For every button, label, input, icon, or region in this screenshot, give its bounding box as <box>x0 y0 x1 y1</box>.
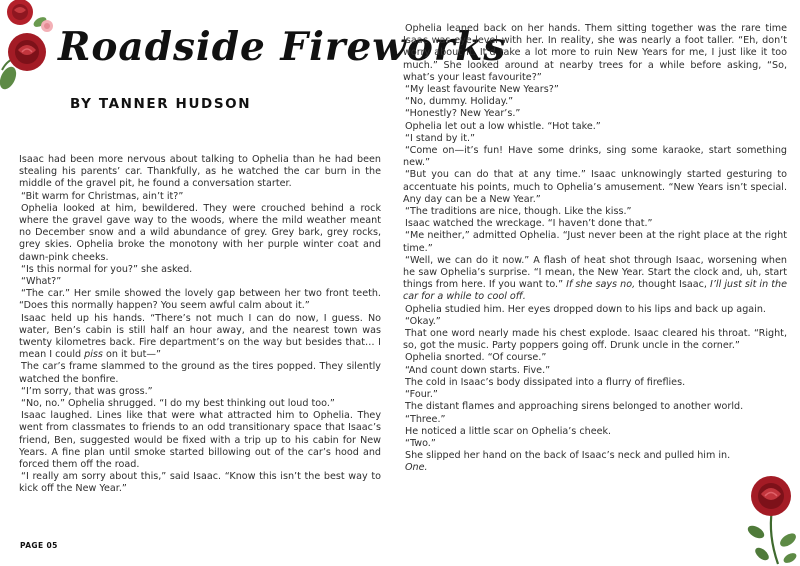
page-number: PAGE 05 <box>20 541 58 550</box>
paragraph-text: Isaac held up his hands. “There’s not much I can do now, I guess. No water, Ben’s cabin is still half an hour away, and the nearest town was twenty kilometres back. Fire department’s on the way but besides that… I mean I could <box>19 312 381 361</box>
article-title: Roadside Fireworks <box>58 24 507 70</box>
paragraph: Isaac had been more nervous about talking to Ophelia than he had been stealing his parents’ car. Thankfully, as he watched the car burn in the middle of the gravel pit, he found a conversation starter. <box>19 154 381 190</box>
paragraph: “My least favourite New Years?” <box>405 84 559 96</box>
paragraph: Ophelia looked at him, bewildered. They were crouched behind a rock where the gravel gave way to the woods, where the mild weather meant no December snow and a wild abundance of grey. Grey bark, grey rocks, grey skies. Ophelia broke the monotony with her purple winter coat and dawn-pink cheeks. <box>19 202 381 263</box>
paragraph: “No, no.” Ophelia shrugged. “I do my best thinking out loud too.” <box>21 398 335 410</box>
paragraph: The cold in Isaac’s body dissipated into a flurry of fireflies. <box>405 376 686 388</box>
paragraph: “Three.” <box>405 413 446 425</box>
paragraph: Ophelia snorted. “Of course.” <box>405 352 547 364</box>
paragraph: “Honestly? New Year’s.” <box>405 108 521 120</box>
paragraph: The distant flames and approaching sirens belonged to another world. <box>405 401 744 413</box>
rose-decoration-bottom-right-icon <box>738 470 800 566</box>
left-column <box>19 154 381 496</box>
paragraph: “I’m sorry, that was gross.” <box>21 385 153 397</box>
paragraph: “Come on—it’s fun! Have some drinks, sing some karaoke, start something new.” <box>403 145 787 169</box>
italic-thought: I’ll just sit in the car for a while to cool off. <box>403 279 787 303</box>
paragraph: “Is this normal for you?” she asked. <box>21 263 193 275</box>
paragraph: Ophelia studied him. Her eyes dropped down to his lips and back up again. <box>405 303 766 315</box>
italic-word: piss <box>84 349 103 361</box>
paragraph: Isaac watched the wreckage. “I haven’t done that.” <box>405 218 653 230</box>
paragraph: “But you can do that at any time.” Isaac unknowingly started gesturing to accentuate his points, much to Ophelia’s amusement. “New Years isn’t special. Any day can be a New Year.” <box>403 169 787 205</box>
paragraph <box>403 255 787 304</box>
paragraph: Isaac laughed. Lines like that were what attracted him to Ophelia. They went from classmates to friends to an odd transitionary space that Isaac’s friend, Ben, suggested would be fixed with a trip up to his cabin for New Years. A fine plan until smoke started billowing out of the car’s hood and forced them off the road. <box>19 410 381 471</box>
paragraph: “Me neither,” admitted Ophelia. “Just never been at the right place at the right time.” <box>403 230 787 254</box>
paragraph: “Okay.” <box>405 315 441 327</box>
paragraph: “And count down starts. Five.” <box>405 364 551 376</box>
italic-thought: If she says no, <box>566 279 636 291</box>
paragraph-text: “Well, we can do it now.” A flash of heat shot through Isaac, worsening when he saw Ophelia’s surprise. “I mean, the New Year. Start the clock and, uh, start things from here. If you want to.” <box>403 254 787 291</box>
paragraph: “I stand by it.” <box>405 132 475 144</box>
paragraph: Ophelia let out a low whistle. “Hot take.” <box>405 120 601 132</box>
paragraph-text: on it but—” <box>102 349 161 361</box>
paragraph: The car’s frame slammed to the ground as the tires popped. They silently watched the bonfire. <box>19 361 381 385</box>
article-byline: BY TANNER HUDSON <box>70 96 252 112</box>
paragraph: Ophelia leaned back on her hands. Them sitting together was the rare time Isaac was eye-level with her. In reality, she was nearly a foot taller. “Eh, don’t worry about it. It’d take a lot more to ruin New Years for me, I just like it too much.” She looked around at nearby trees for a while before asking, “So, what’s your least favourite?” <box>403 23 787 83</box>
paragraph: “Bit warm for Christmas, ain’t it?” <box>21 190 184 202</box>
paragraph: “The traditions are nice, though. Like the kiss.” <box>405 206 632 218</box>
paragraph <box>19 313 381 362</box>
paragraph: “Four.” <box>405 389 438 401</box>
paragraph: “The car.” Her smile showed the lovely gap between her two front teeth. “Does this normally happen? You seem awful calm about it.” <box>19 288 381 312</box>
paragraph: He noticed a little scar on Ophelia’s cheek. <box>405 425 612 437</box>
paragraph: “Two.” <box>405 437 436 449</box>
paragraph: She slipped her hand on the back of Isaac’s neck and pulled him in. <box>405 450 731 462</box>
final-word: One. <box>405 462 428 474</box>
right-column <box>403 23 787 475</box>
paragraph: That one word nearly made his chest explode. Isaac cleared his throat. “Right, so, got the music. Party poppers going off. Drunk uncle in the corner.” <box>403 328 787 352</box>
paragraph: “No, dummy. Holiday.” <box>405 96 514 108</box>
paragraph: “I really am sorry about this,” said Isaac. “Know this isn’t the best way to kick off the New Year.” <box>19 471 381 495</box>
paragraph: “What?” <box>21 276 62 288</box>
paragraph-text: thought Isaac, <box>635 279 711 291</box>
